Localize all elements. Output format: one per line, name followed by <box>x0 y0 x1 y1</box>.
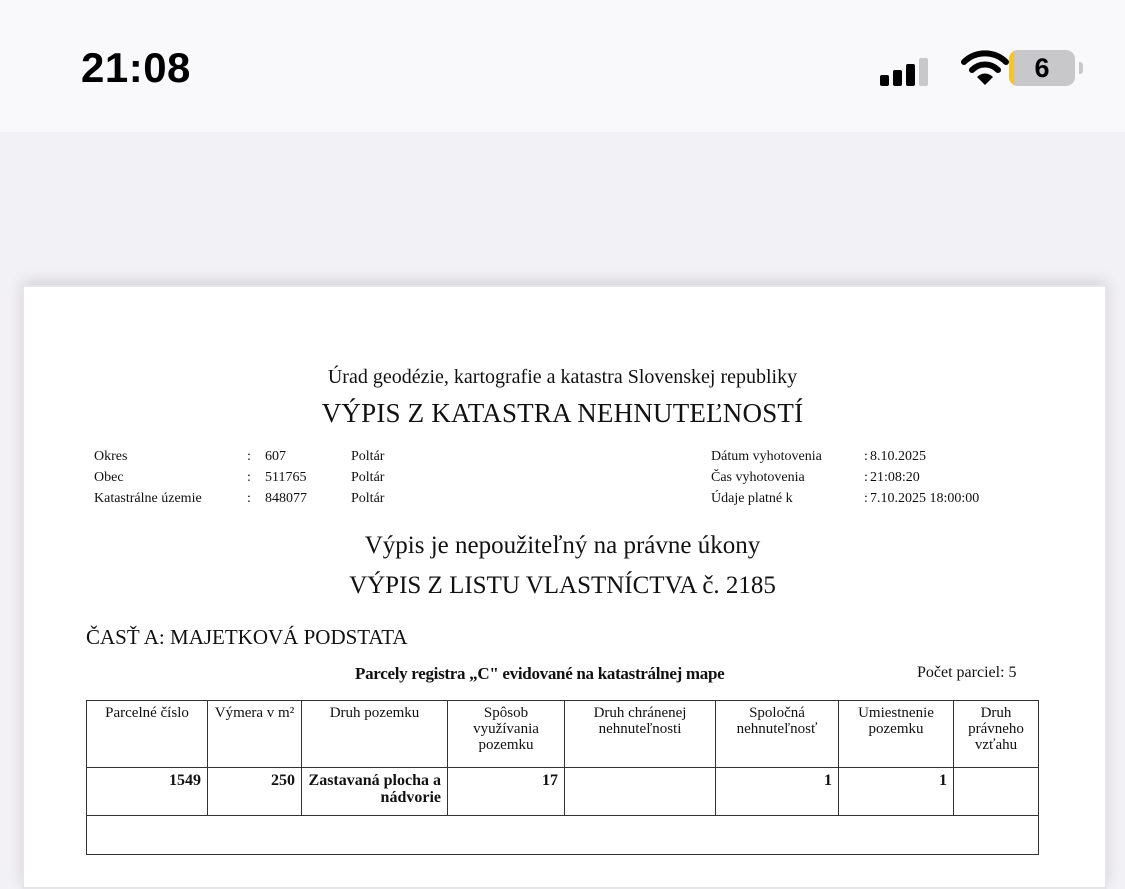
column-header: Spôsob využívania pozemku <box>448 701 565 768</box>
meta-left <box>94 446 514 509</box>
meta-row-udaje-platne <box>711 488 1051 509</box>
meta-label: Údaje platné k <box>711 491 793 506</box>
meta-sep: : <box>864 491 868 506</box>
cell-land-type: Zastavaná plocha a nádvorie <box>302 768 448 816</box>
column-header: Druh právneho vzťahu <box>954 701 1039 768</box>
meta-row-cas <box>711 467 1051 488</box>
meta-value: 8.10.2025 <box>870 449 926 464</box>
meta-value: 7.10.2025 18:00:00 <box>870 491 980 506</box>
meta-label: Okres <box>94 449 128 464</box>
table-row <box>87 768 1039 816</box>
meta-row-katastralne-uzemie <box>94 488 514 509</box>
ownership-sheet-title: VÝPIS Z LISTU VLASTNÍCTVA č. 2185 <box>349 572 776 599</box>
cell-other-info <box>87 816 1039 855</box>
meta-code: 607 <box>265 449 286 464</box>
document-title: VÝPIS Z KATASTRA NEHNUTEĽNOSTÍ <box>321 398 804 428</box>
meta-value: 21:08:20 <box>870 470 920 485</box>
meta-label: Čas vyhotovenia <box>711 470 805 485</box>
battery-percentage: 6 <box>1034 53 1050 83</box>
column-header: Umiestnenie pozemku <box>839 701 954 768</box>
meta-sep: : <box>247 449 251 464</box>
parcels-table <box>86 700 1039 855</box>
meta-name: Poltár <box>351 470 385 485</box>
section-title: ČASŤ A: MAJETKOVÁ PODSTATA <box>86 625 408 649</box>
column-header: Druh pozemku <box>302 701 448 768</box>
unusable-notice: Výpis je nepoužiteľný na právne úkony <box>364 532 761 559</box>
office-heading: Úrad geodézie, kartografie a katastra Slovenskej republiky <box>327 366 798 388</box>
meta-row-datum <box>711 446 1051 467</box>
meta-sep: : <box>864 470 868 485</box>
meta-row-okres <box>94 446 514 467</box>
cell-location: 1 <box>839 768 954 816</box>
column-header: Výmera v m² <box>208 701 302 768</box>
cell-land-use: 17 <box>448 768 565 816</box>
meta-sep: : <box>864 449 868 464</box>
meta-code: 511765 <box>265 470 307 485</box>
cell-parcel-number: 1549 <box>87 768 208 816</box>
meta-right <box>711 446 1051 509</box>
cell-area: 250 <box>208 768 302 816</box>
meta-label: Obec <box>94 470 124 485</box>
meta-sep: : <box>247 491 251 506</box>
meta-code: 848077 <box>265 491 307 506</box>
cell-protected-type <box>565 768 716 816</box>
meta-label: Dátum vyhotovenia <box>711 449 822 464</box>
cell-legal-relation <box>954 768 1039 816</box>
clock: 21:08 <box>81 44 191 91</box>
cell-common-property: 1 <box>716 768 839 816</box>
column-header: Druh chránenej nehnuteľnosti <box>565 701 716 768</box>
meta-label: Katastrálne územie <box>94 491 202 506</box>
parcels-count: Počet parciel: 5 <box>917 664 1017 681</box>
column-header: Spoločná nehnuteľnosť <box>716 701 839 768</box>
meta-sep: : <box>247 470 251 485</box>
column-header: Parcelné číslo <box>87 701 208 768</box>
meta-name: Poltár <box>351 449 385 464</box>
meta-name: Poltár <box>351 491 385 506</box>
meta-row-obec <box>94 467 514 488</box>
table-header-row <box>87 701 1039 768</box>
parcels-title: Parcely registra „C" evidované na katastrálnej mape <box>355 664 725 683</box>
table-row-partial <box>87 816 1039 855</box>
